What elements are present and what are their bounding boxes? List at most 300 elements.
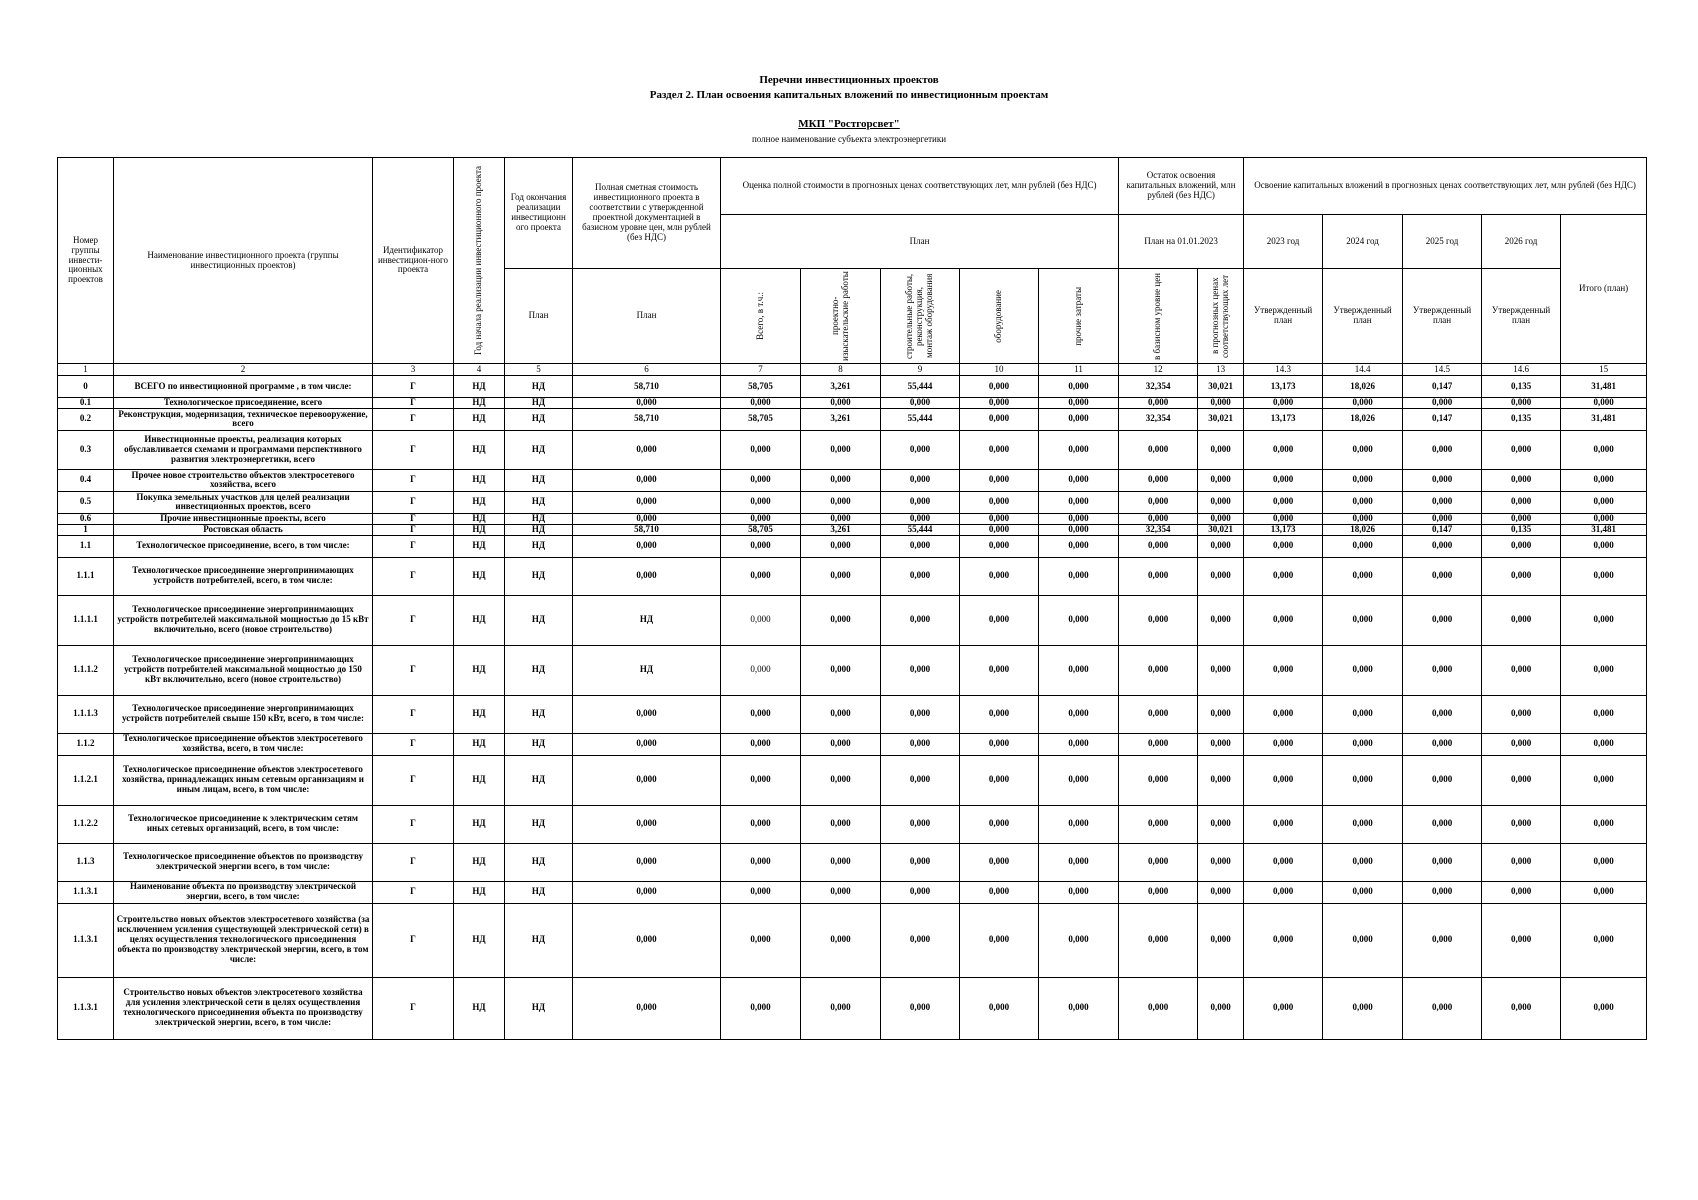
row-value: 0,000 bbox=[1323, 881, 1403, 903]
row-value: 0,000 bbox=[1482, 977, 1561, 1039]
row-start-year: НД bbox=[454, 408, 505, 430]
row-number: 1.1.3.1 bbox=[58, 903, 114, 977]
row-value: 0,000 bbox=[1039, 977, 1119, 1039]
row-value: 0,000 bbox=[1244, 733, 1323, 755]
row-value: 0,000 bbox=[1482, 843, 1561, 881]
row-start-year: НД bbox=[454, 469, 505, 491]
row-id: Г bbox=[373, 524, 454, 535]
row-number: 0.4 bbox=[58, 469, 114, 491]
col-header-forecast-prices bbox=[1198, 269, 1244, 364]
row-value: 0,000 bbox=[801, 903, 881, 977]
row-value: 0,135 bbox=[1482, 524, 1561, 535]
row-value: 0,000 bbox=[1403, 513, 1482, 524]
row-value: 0,000 bbox=[1561, 595, 1647, 645]
row-end-year: НД bbox=[505, 557, 573, 595]
row-value: 0,000 bbox=[721, 903, 801, 977]
row-value: 0,000 bbox=[1119, 805, 1198, 843]
doc-title: Перечни инвестиционных проектов bbox=[759, 74, 939, 86]
table-row bbox=[58, 491, 1647, 513]
row-value: 0,000 bbox=[573, 903, 721, 977]
column-number: 4 bbox=[454, 364, 505, 376]
row-value: 0,000 bbox=[1561, 491, 1647, 513]
column-number: 15 bbox=[1561, 364, 1647, 376]
row-number: 1.1.3 bbox=[58, 843, 114, 881]
row-value: 55,444 bbox=[881, 524, 960, 535]
row-id: Г bbox=[373, 595, 454, 645]
row-value: 0,000 bbox=[1403, 491, 1482, 513]
row-number: 1 bbox=[58, 524, 114, 535]
row-value: 0,000 bbox=[1403, 733, 1482, 755]
row-end-year: НД bbox=[505, 535, 573, 557]
row-value: 0,000 bbox=[1403, 805, 1482, 843]
row-start-year: НД bbox=[454, 595, 505, 645]
row-number: 1.1.1.2 bbox=[58, 645, 114, 695]
row-value: 0,000 bbox=[801, 733, 881, 755]
row-value: 0,000 bbox=[1403, 535, 1482, 557]
row-value: 0,000 bbox=[1198, 695, 1244, 733]
row-value: 0,147 bbox=[1403, 408, 1482, 430]
row-value: 0,000 bbox=[1119, 430, 1198, 469]
table-row bbox=[58, 469, 1647, 491]
row-value: 0,000 bbox=[1323, 491, 1403, 513]
row-value: 0,000 bbox=[1561, 881, 1647, 903]
row-value: 0,000 bbox=[1244, 903, 1323, 977]
row-name: ВСЕГО по инвестиционной программе , в том числе: bbox=[114, 376, 373, 398]
row-name: Инвестиционные проекты, реализация которых обуславливается схемами и программами перспективного развития электроэнергетики, всего bbox=[114, 430, 373, 469]
row-value: 0,000 bbox=[960, 513, 1039, 524]
row-value: 0,000 bbox=[721, 977, 801, 1039]
row-value: 32,354 bbox=[1119, 524, 1198, 535]
row-value: 0,000 bbox=[1403, 645, 1482, 695]
org-caption: полное наименование субъекта электроэнергетики bbox=[751, 134, 947, 144]
row-end-year: НД bbox=[505, 733, 573, 755]
row-value: 0,000 bbox=[1244, 977, 1323, 1039]
row-value: 58,710 bbox=[573, 524, 721, 535]
column-number: 14.6 bbox=[1482, 364, 1561, 376]
row-value: 0,000 bbox=[1561, 805, 1647, 843]
row-name: Технологическое присоединение объектов электросетевого хозяйства, принадлежащих иным сетевым организациям и иным лицам, всего, в том числе: bbox=[114, 755, 373, 805]
row-end-year: НД bbox=[505, 755, 573, 805]
row-value: 0,000 bbox=[1244, 557, 1323, 595]
row-value: 0,000 bbox=[721, 695, 801, 733]
row-value: 0,000 bbox=[721, 491, 801, 513]
row-value: 0,000 bbox=[1323, 977, 1403, 1039]
row-value: 0,000 bbox=[1561, 513, 1647, 524]
row-value: 0,000 bbox=[1403, 881, 1482, 903]
table-row bbox=[58, 398, 1647, 409]
column-number: 14.3 bbox=[1244, 364, 1323, 376]
row-value: 0,000 bbox=[1403, 557, 1482, 595]
row-value: 0,000 bbox=[801, 695, 881, 733]
col-header-approved-2025: Утвержденный план bbox=[1403, 269, 1482, 364]
row-value: 0,000 bbox=[1039, 491, 1119, 513]
row-value: 0,000 bbox=[960, 755, 1039, 805]
row-value: 0,000 bbox=[1482, 733, 1561, 755]
col-header-other bbox=[1039, 269, 1119, 364]
row-value: 0,000 bbox=[960, 843, 1039, 881]
row-value: 0,000 bbox=[1119, 733, 1198, 755]
row-value: 32,354 bbox=[1119, 408, 1198, 430]
col-header-development: Освоение капитальных вложений в прогнозных ценах соответствующих лет, млн рублей (без НДС) bbox=[1244, 158, 1647, 215]
row-value: 0,000 bbox=[881, 430, 960, 469]
row-start-year: НД bbox=[454, 903, 505, 977]
row-end-year: НД bbox=[505, 524, 573, 535]
row-value: 0,000 bbox=[1323, 755, 1403, 805]
row-id: Г bbox=[373, 535, 454, 557]
row-value: 58,705 bbox=[721, 408, 801, 430]
row-value: 0,000 bbox=[801, 843, 881, 881]
table-row bbox=[58, 805, 1647, 843]
row-value: 0,000 bbox=[881, 645, 960, 695]
row-value: 0,000 bbox=[1244, 430, 1323, 469]
row-end-year: НД bbox=[505, 645, 573, 695]
row-value: 18,026 bbox=[1323, 408, 1403, 430]
row-start-year: НД bbox=[454, 524, 505, 535]
row-value: 0,000 bbox=[1323, 903, 1403, 977]
row-value: 0,000 bbox=[1198, 843, 1244, 881]
row-value: 0,000 bbox=[721, 398, 801, 409]
column-number: 13 bbox=[1198, 364, 1244, 376]
row-value: 0,000 bbox=[1244, 491, 1323, 513]
row-value: 0,000 bbox=[1198, 903, 1244, 977]
table-row bbox=[58, 430, 1647, 469]
row-start-year: НД bbox=[454, 398, 505, 409]
row-name: Технологическое присоединение, всего, в том числе: bbox=[114, 535, 373, 557]
row-value: 0,000 bbox=[1119, 557, 1198, 595]
row-value: 18,026 bbox=[1323, 524, 1403, 535]
row-value: 0,000 bbox=[960, 805, 1039, 843]
row-value: 3,261 bbox=[801, 408, 881, 430]
table-row bbox=[58, 408, 1647, 430]
row-end-year: НД bbox=[505, 408, 573, 430]
col-header-2024: 2024 год bbox=[1323, 215, 1403, 269]
row-value: 0,000 bbox=[1403, 755, 1482, 805]
row-value: 0,000 bbox=[1323, 430, 1403, 469]
col-header-plan-5: План bbox=[505, 269, 573, 364]
row-value: 0,000 bbox=[881, 881, 960, 903]
row-value: 31,481 bbox=[1561, 408, 1647, 430]
row-value: 0,000 bbox=[801, 535, 881, 557]
row-value: 0,000 bbox=[1039, 557, 1119, 595]
column-number: 1 bbox=[58, 364, 114, 376]
row-value: 0,000 bbox=[1244, 398, 1323, 409]
row-value: 0,000 bbox=[573, 755, 721, 805]
col-header-estimate: Оценка полной стоимости в прогнозных ценах соответствующих лет, млн рублей (без НДС) bbox=[721, 158, 1119, 215]
row-value: 0,000 bbox=[721, 557, 801, 595]
row-value: 0,000 bbox=[881, 733, 960, 755]
row-value: 0,000 bbox=[1119, 755, 1198, 805]
row-value: 0,000 bbox=[1482, 903, 1561, 977]
row-id: Г bbox=[373, 376, 454, 398]
row-value: 0,000 bbox=[801, 977, 881, 1039]
row-value: 0,000 bbox=[721, 755, 801, 805]
row-value: 0,000 bbox=[1198, 469, 1244, 491]
row-value: 0,000 bbox=[801, 645, 881, 695]
row-name: Технологическое присоединение энергопринимающих устройств потребителей, всего, в том числе: bbox=[114, 557, 373, 595]
row-value: 0,000 bbox=[1403, 469, 1482, 491]
row-value: 0,000 bbox=[1323, 398, 1403, 409]
row-id: Г bbox=[373, 733, 454, 755]
row-value: 3,261 bbox=[801, 524, 881, 535]
row-number: 1.1.2.1 bbox=[58, 755, 114, 805]
row-value: 0,000 bbox=[1198, 881, 1244, 903]
row-value: 0,000 bbox=[1039, 733, 1119, 755]
row-value: 0,000 bbox=[573, 733, 721, 755]
row-value: 0,000 bbox=[960, 491, 1039, 513]
row-value: 0,000 bbox=[1323, 595, 1403, 645]
row-start-year: НД bbox=[454, 755, 505, 805]
row-value: 0,000 bbox=[881, 843, 960, 881]
row-value: 0,000 bbox=[1323, 695, 1403, 733]
row-value: 0,000 bbox=[1039, 535, 1119, 557]
row-value: 0,000 bbox=[881, 557, 960, 595]
row-name: Технологическое присоединение энергопринимающих устройств потребителей максимальной мощностью до 150 кВт включительно, всего (новое строительство) bbox=[114, 645, 373, 695]
row-number: 1.1.3.1 bbox=[58, 977, 114, 1039]
row-value: 0,147 bbox=[1403, 376, 1482, 398]
col-header-plan-date: План на 01.01.2023 bbox=[1119, 215, 1244, 269]
row-value: 0,000 bbox=[960, 881, 1039, 903]
row-value: 0,000 bbox=[721, 881, 801, 903]
row-value: 0,000 bbox=[1482, 645, 1561, 695]
col-header-2026: 2026 год bbox=[1482, 215, 1561, 269]
row-number: 0 bbox=[58, 376, 114, 398]
row-value: 0,000 bbox=[801, 595, 881, 645]
row-value: 0,000 bbox=[1244, 535, 1323, 557]
row-value: 0,000 bbox=[1482, 513, 1561, 524]
row-value: 0,000 bbox=[1403, 977, 1482, 1039]
row-value: 0,000 bbox=[881, 695, 960, 733]
row-value: 0,000 bbox=[573, 491, 721, 513]
row-id: Г bbox=[373, 695, 454, 733]
col-header-base-prices-text: в базисном уровне цен bbox=[1152, 272, 1163, 360]
row-value: 0,000 bbox=[960, 430, 1039, 469]
row-number: 1.1.1 bbox=[58, 557, 114, 595]
table-row bbox=[58, 881, 1647, 903]
table-row bbox=[58, 535, 1647, 557]
row-value: 0,000 bbox=[1244, 805, 1323, 843]
row-value: 0,000 bbox=[801, 755, 881, 805]
row-value: 0,000 bbox=[1323, 469, 1403, 491]
row-number: 1.1.3.1 bbox=[58, 881, 114, 903]
row-value: 0,000 bbox=[573, 469, 721, 491]
row-value: 0,000 bbox=[1039, 513, 1119, 524]
row-value: 0,000 bbox=[1198, 755, 1244, 805]
row-value: 0,000 bbox=[1323, 843, 1403, 881]
row-value: 0,000 bbox=[881, 595, 960, 645]
row-number: 0.3 bbox=[58, 430, 114, 469]
row-id: Г bbox=[373, 903, 454, 977]
row-value: 0,000 bbox=[1403, 903, 1482, 977]
row-id: Г bbox=[373, 843, 454, 881]
row-value: 0,000 bbox=[1403, 843, 1482, 881]
row-start-year: НД bbox=[454, 557, 505, 595]
row-value: 30,021 bbox=[1198, 408, 1244, 430]
row-number: 0.1 bbox=[58, 398, 114, 409]
row-value: НД bbox=[573, 645, 721, 695]
row-value: 0,000 bbox=[1561, 557, 1647, 595]
row-value: 0,000 bbox=[1119, 398, 1198, 409]
row-value: 0,000 bbox=[573, 535, 721, 557]
row-value: 0,000 bbox=[1561, 695, 1647, 733]
row-value: 0,000 bbox=[1039, 408, 1119, 430]
table-row bbox=[58, 843, 1647, 881]
row-value: 0,000 bbox=[1323, 513, 1403, 524]
row-name: Прочее новое строительство объектов электросетевого хозяйства, всего bbox=[114, 469, 373, 491]
row-value: 58,710 bbox=[573, 408, 721, 430]
row-name: Наименование объекта по производству электрической энергии, всего, в том числе: bbox=[114, 881, 373, 903]
row-value: 0,000 bbox=[1119, 695, 1198, 733]
row-value: 0,000 bbox=[1482, 535, 1561, 557]
row-value: 0,000 bbox=[881, 977, 960, 1039]
row-value: 0,000 bbox=[881, 805, 960, 843]
row-value: 0,000 bbox=[1119, 513, 1198, 524]
row-value: 0,000 bbox=[721, 430, 801, 469]
row-value: 0,000 bbox=[1244, 469, 1323, 491]
row-value: 0,000 bbox=[801, 430, 881, 469]
row-value: 30,021 bbox=[1198, 524, 1244, 535]
table-row bbox=[58, 376, 1647, 398]
doc-subtitle: Раздел 2. План освоения капитальных вложений по инвестиционным проектам bbox=[649, 89, 1049, 101]
row-value: 0,000 bbox=[881, 903, 960, 977]
row-value: 0,000 bbox=[1482, 491, 1561, 513]
row-value: 3,261 bbox=[801, 376, 881, 398]
row-id: Г bbox=[373, 755, 454, 805]
col-header-other-text: прочие затраты bbox=[1072, 286, 1083, 346]
row-value: 0,135 bbox=[1482, 408, 1561, 430]
row-value: 0,000 bbox=[573, 557, 721, 595]
row-value: 0,000 bbox=[960, 733, 1039, 755]
row-id: Г bbox=[373, 398, 454, 409]
row-value: 0,000 bbox=[1198, 491, 1244, 513]
row-start-year: НД bbox=[454, 843, 505, 881]
row-value: 0,000 bbox=[1039, 695, 1119, 733]
row-end-year: НД bbox=[505, 398, 573, 409]
row-value: 0,000 bbox=[1323, 733, 1403, 755]
row-value: 0,000 bbox=[1323, 645, 1403, 695]
row-value: 0,000 bbox=[1482, 595, 1561, 645]
row-value: 0,000 bbox=[721, 595, 801, 645]
row-id: Г bbox=[373, 430, 454, 469]
row-value: 0,000 bbox=[1482, 557, 1561, 595]
table-row bbox=[58, 595, 1647, 645]
col-header-total-incl bbox=[721, 269, 801, 364]
col-header-approved-2024: Утвержденный план bbox=[1323, 269, 1403, 364]
row-start-year: НД bbox=[454, 881, 505, 903]
row-value: 0,000 bbox=[1482, 469, 1561, 491]
table-header bbox=[58, 158, 1647, 376]
row-value: НД bbox=[573, 595, 721, 645]
row-value: 0,000 bbox=[1244, 595, 1323, 645]
row-value: 0,000 bbox=[881, 755, 960, 805]
row-value: 0,000 bbox=[801, 513, 881, 524]
table-row bbox=[58, 903, 1647, 977]
row-id: Г bbox=[373, 881, 454, 903]
col-header-forecast-prices-text: в прогнозных ценах соответствующих лет bbox=[1209, 274, 1230, 358]
row-value: 31,481 bbox=[1561, 376, 1647, 398]
row-end-year: НД bbox=[505, 595, 573, 645]
column-number: 6 bbox=[573, 364, 721, 376]
row-value: 0,000 bbox=[1403, 695, 1482, 733]
col-header-plan: План bbox=[721, 215, 1119, 269]
row-end-year: НД bbox=[505, 513, 573, 524]
table-row bbox=[58, 733, 1647, 755]
row-value: 0,000 bbox=[573, 398, 721, 409]
table-body bbox=[58, 376, 1647, 1040]
row-value: 0,000 bbox=[1561, 645, 1647, 695]
row-number: 1.1.2 bbox=[58, 733, 114, 755]
row-value: 55,444 bbox=[881, 408, 960, 430]
row-name: Технологическое присоединение объектов электросетевого хозяйства, всего, в том числе: bbox=[114, 733, 373, 755]
row-value: 0,000 bbox=[1039, 903, 1119, 977]
row-end-year: НД bbox=[505, 843, 573, 881]
row-value: 0,000 bbox=[1039, 595, 1119, 645]
row-value: 0,000 bbox=[1244, 843, 1323, 881]
row-value: 0,000 bbox=[1039, 430, 1119, 469]
row-value: 0,000 bbox=[1198, 805, 1244, 843]
col-header-equipment bbox=[960, 269, 1039, 364]
col-header-start-year-text: Год начала реализации инвестиционного проекта bbox=[473, 166, 484, 355]
row-value: 0,000 bbox=[1198, 595, 1244, 645]
row-name: Покупка земельных участков для целей реализации инвестиционных проектов, всего bbox=[114, 491, 373, 513]
row-value: 13,173 bbox=[1244, 376, 1323, 398]
column-number: 3 bbox=[373, 364, 454, 376]
row-value: 0,000 bbox=[1039, 755, 1119, 805]
row-name: Строительство новых объектов электросетевого хозяйства для усиления электрической сети в целях осуществления технологического присоединения объекта по производству электрической энергии, всего, в том числе: bbox=[114, 977, 373, 1039]
row-value: 0,000 bbox=[1482, 695, 1561, 733]
column-number: 14.4 bbox=[1323, 364, 1403, 376]
table-row bbox=[58, 695, 1647, 733]
col-header-total-incl-text: Всего, в т.ч.: bbox=[754, 292, 765, 340]
table-row bbox=[58, 755, 1647, 805]
row-start-year: НД bbox=[454, 513, 505, 524]
row-value: 0,000 bbox=[1039, 805, 1119, 843]
col-header-full-cost: Полная сметная стоимость инвестиционного проекта в соответствии с утвержденной проектной документацией в базисном уровне цен, млн рублей (без НДС) bbox=[573, 158, 721, 269]
row-id: Г bbox=[373, 645, 454, 695]
row-end-year: НД bbox=[505, 881, 573, 903]
row-value: 0,000 bbox=[1039, 376, 1119, 398]
row-end-year: НД bbox=[505, 805, 573, 843]
row-value: 0,000 bbox=[1244, 645, 1323, 695]
row-value: 0,000 bbox=[1119, 881, 1198, 903]
row-value: 0,000 bbox=[960, 376, 1039, 398]
row-value: 0,000 bbox=[1119, 843, 1198, 881]
row-value: 0,000 bbox=[881, 513, 960, 524]
col-header-approved-2023: Утвержденный план bbox=[1244, 269, 1323, 364]
row-value: 0,000 bbox=[1198, 645, 1244, 695]
row-value: 0,000 bbox=[1561, 398, 1647, 409]
row-value: 0,000 bbox=[1561, 469, 1647, 491]
table-row bbox=[58, 513, 1647, 524]
row-value: 30,021 bbox=[1198, 376, 1244, 398]
row-start-year: НД bbox=[454, 805, 505, 843]
row-value: 0,000 bbox=[1119, 645, 1198, 695]
table-row bbox=[58, 524, 1647, 535]
row-value: 0,000 bbox=[1403, 430, 1482, 469]
row-value: 0,000 bbox=[1119, 977, 1198, 1039]
row-value: 0,000 bbox=[721, 805, 801, 843]
row-name: Ростовская область bbox=[114, 524, 373, 535]
row-value: 0,000 bbox=[1244, 881, 1323, 903]
row-value: 0,000 bbox=[1119, 903, 1198, 977]
row-value: 0,000 bbox=[960, 469, 1039, 491]
column-number: 9 bbox=[881, 364, 960, 376]
col-header-name: Наименование инвестиционного проекта (группы инвестиционных проектов) bbox=[114, 158, 373, 364]
row-value: 0,000 bbox=[881, 535, 960, 557]
row-value: 0,000 bbox=[1244, 755, 1323, 805]
row-value: 0,000 bbox=[1119, 535, 1198, 557]
row-id: Г bbox=[373, 557, 454, 595]
row-value: 13,173 bbox=[1244, 408, 1323, 430]
